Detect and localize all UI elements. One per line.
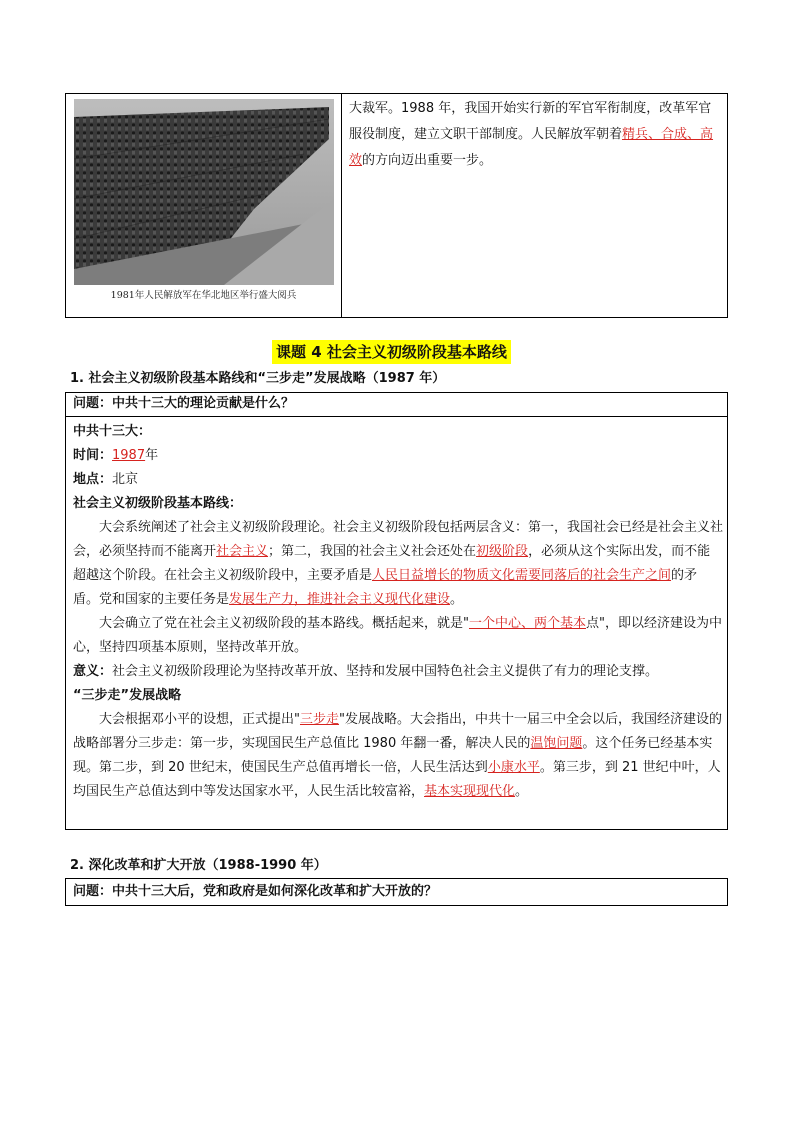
section-1-box (65, 392, 728, 830)
meaning-text: 社会主义初级阶段理论为坚持改革开放、坚持和发展中国特色社会主义提供了有力的理论支撑。 (112, 664, 659, 679)
question-1: 问题：中共十三大的理论贡献是什么？ (73, 396, 295, 411)
top-table-text (349, 96, 719, 174)
table-divider (341, 94, 342, 317)
text-segment: 。 (515, 784, 529, 799)
topic-title: 课题 4 社会主义初级阶段基本路线 (272, 340, 511, 364)
text-segment: 大裁军。1988 年，我国开始实行新的军官军衔制度，改革军官服役制度，建立文职干部制度。人民解放军朝着 (349, 101, 712, 142)
place-line (73, 468, 723, 492)
key-term: 三步走 (299, 712, 339, 727)
section-2-heading: 2. 深化改革和扩大开放（1988-1990 年） (70, 858, 327, 873)
parade-photo-graphic (74, 99, 334, 285)
text-segment: 大会系统阐述了社会主义初级阶段理论。社会主义初级阶段包括两层含义：第一，我国社会已经是社会主义社会，必须坚持而不能离开 (73, 520, 724, 559)
text-segment: 。 (450, 592, 464, 607)
text-segment: "发展战略。大会指出，中共十一届三中全会以后，我国经济建设的战略部署分三步走：第一步，实现国民生产总值比 1980 年翻一番，解决人民的 (73, 712, 722, 751)
section-2-box (65, 878, 728, 906)
key-term: 温饱问题 (530, 736, 583, 751)
time-value: 1987 (112, 448, 146, 463)
text-segment: ，必须从这个实际出发，而不能超越这个阶段。在社会主义初级阶段中，主要矛盾是 (73, 544, 711, 583)
meaning-label: 意义： (73, 664, 113, 679)
text-segment: 大会确立了党在社会主义初级阶段的基本路线。概括起来，就是" (99, 616, 469, 631)
key-term: 基本实现现代化 (424, 784, 516, 799)
time-unit: 年 (145, 448, 159, 463)
section-1-heading: 1. 社会主义初级阶段基本路线和“三步走”发展战略（1987 年） (70, 371, 446, 386)
time-line (73, 444, 723, 468)
meaning-line (73, 660, 723, 684)
key-term: 社会主义 (216, 544, 269, 559)
three-step-label: “三步走”发展战略 (73, 688, 182, 703)
text-segment: 的矛盾。党和国家的主要任务是 (73, 568, 698, 607)
paragraph-theory (73, 516, 723, 612)
place-label: 地点： (73, 472, 113, 487)
key-term: 人民日益增长的物质文化需要同落后的社会生产之间 (372, 568, 672, 583)
text-segment: 。第三步，到 21 世纪中叶，人均国民生产总值达到中等发达国家水平，人民生活比较富裕， (73, 760, 721, 799)
photo-caption: 1981年人民解放军在华北地区举行盛大阅兵 (110, 290, 297, 301)
top-table (65, 93, 728, 318)
key-term: 一个中心、两个基本 (468, 616, 586, 631)
paragraph-three-step (73, 708, 723, 804)
military-parade-photo (74, 99, 334, 285)
paragraph-basic-line (73, 612, 723, 660)
key-term: 精兵、合成、高效 (349, 127, 714, 168)
congress-label: 中共十三大： (73, 424, 152, 439)
key-term: 小康水平 (487, 760, 540, 775)
section-1-body (73, 420, 723, 804)
key-term: 发展生产力，推进社会主义现代化建设 (229, 592, 451, 607)
text-segment: 。这个任务已经基本实现。第二步，到 20 世纪末，使国民生产总值再增长一倍，人民生活达到 (73, 736, 713, 775)
time-label: 时间： (73, 448, 113, 463)
key-term: 初级阶段 (476, 544, 529, 559)
question-2: 问题：中共十三大后，党和政府是如何深化改革和扩大开放的？ (73, 884, 438, 899)
text-segment: 的方向迈出重要一步。 (362, 153, 493, 168)
place-value: 北京 (112, 472, 139, 487)
text-segment: ；第二，我国的社会主义社会还处在 (268, 544, 477, 559)
basic-line-label: 社会主义初级阶段基本路线： (73, 496, 243, 511)
text-segment: 大会根据邓小平的设想，正式提出" (99, 712, 300, 727)
text-segment: 点"，即以经济建设为中心，坚持四项基本原则，坚持改革开放。 (73, 616, 722, 655)
box-rule (66, 416, 727, 417)
